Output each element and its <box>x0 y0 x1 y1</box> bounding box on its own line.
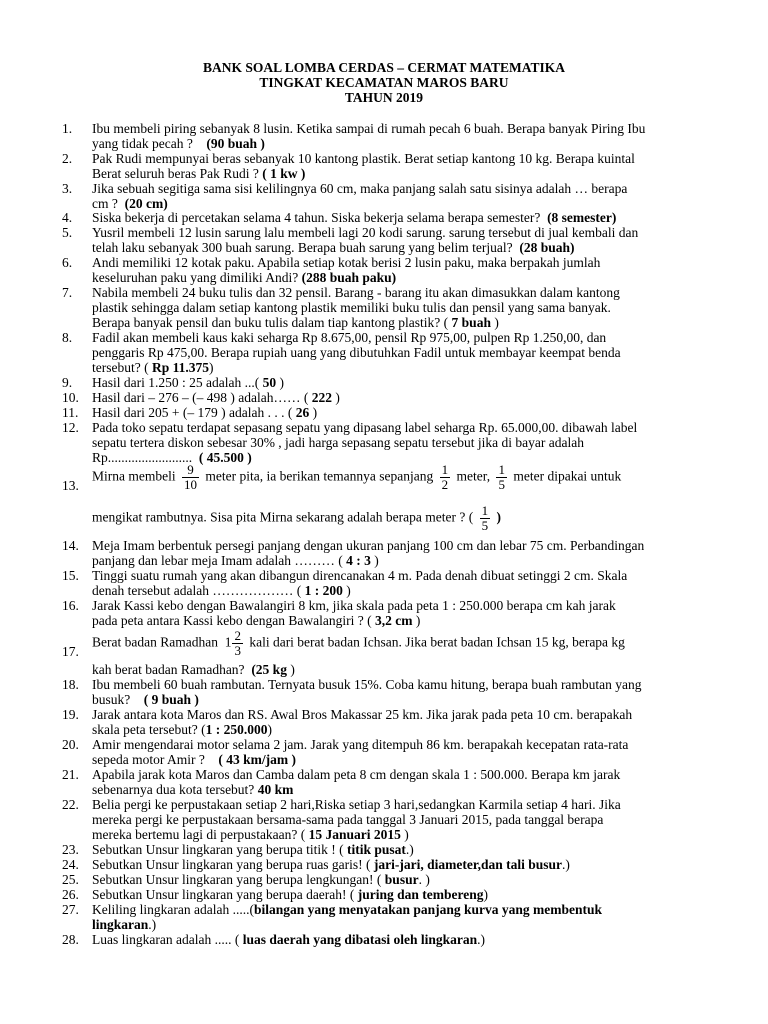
answer: 1 : 250.000 <box>205 722 268 737</box>
answer: 15 Januari 2015 <box>305 827 405 842</box>
question-13-line2: mengikat rambutnya. Sisa pita Mirna sekarang adalah berapa meter ? ( $\frac{1}{5}$ ) <box>92 503 501 533</box>
answer: ( 45.500 ) <box>198 450 252 465</box>
answer: (25 kg <box>251 662 287 677</box>
document-page: BANK SOAL LOMBA CERDAS – CERMAT MATEMATIKA TINGKAT KECAMATAN MAROS BARU TAHUN 2019 1. Ibu membeli piring sebanyak 8 lusin. Ketika sampai di rumah pecah 6 buah. Berapa banyak Piring Ibu yang tidak pecah ? (90 buah ) 2. Pak Rudi mempunyai beras sebanyak 10 kantong plastik. Berat setiap kantong 10 kg. Berapa kuintal Berat seluruh beras Pak Rudi ? ( 1 kw ) 3. Jika sebuah segitiga sama sisi kelilingnya 60 cm, maka panjang salah satu sisinya adalah … berapa cm ? (20 cm) 4. Siska bekerja di percetakan selama 4 tahun. Siska bekerja selama berapa semester? (8 semester) 5. Yusril membeli 12 lusin sarung lalu membeli lagi 20 kodi sarung. sarung tersebut di jual kembali dan telah laku sebanyak 300 buah sarung. Berapa buah sarung yang belim terjual? (28 buah) 6. Andi memiliki 12 kotak paku. Apabila setiap kotak berisi 2 lusin paku, maka berpakah jumlah keseluruhan paku yang dimiliki Andi? (288 buah paku) 7. Nabila membeli 24 buku tulis dan 32 pensil. Barang - barang itu akan dimasukkan dalam kantong plastik sehingga dalam setiap kantong plastik memiliki buku tulis dan pensil yang sama banyak. Berapa banyak pensil dan buku tulis dalam tiap kantong plastik? ( 7 buah ) 8. Fadil akan membeli kaus kaki seharga Rp 8.675,00, pensil Rp 975,00, pulpen Rp 1.250,00, dan penggaris Rp 475,00. Berapa rupiah uang yang dibutuhkan Fadil untuk membayar keempat benda tersebut? ( Rp 11.375) 9. Hasil dari 1.250 : 25 adalah ...( 50 ) 10. Hasil dari – 276 – (– 498 ) adalah…… ( 222 ) 11. Hasil dari 205 + (– 179 ) adalah . . . ( 26 ) 12. Pada toko sepatu terdapat sepasang sepatu yang dipasang label seharga Rp. 65.000,00. dibawah label sepatu tertera diskon sebesar 30% , jadi harga sepasang sepatu tersebut jika di bayar adalah Rp......................... ( 45.500 ) 13. Mirna membeli $\frac{9}{10}$ meter pita, ia berikan temannya sepanjang $\frac{1}{2}$ meter, $\frac{1}{5}$ meter dipakai untuk mengikat rambutnya. Sisa pita Mirna sekarang adalah berapa meter ? ( $\frac{1}{5}$ ) 14. Meja Imam berbentuk persegi panjang dengan ukuran panjang 100 cm dan lebar 75 cm. Perbandingan panjang dan lebar meja Imam adalah ……… ( 4 : 3 ) 15. Tinggi suatu rumah yang akan dibangun direncanakan 4 m. Pada denah dibuat setinggi 2 cm. Skala denah tersebut adalah ……………… ( 1 : 200 ) 16. Jarak Kassi kebo dengan Bawalangiri 8 km, jika skala pada peta 1 : 250.000 berapa cm kah jarak pada peta antara Kassi kebo dengan Bawalangiri ? ( 3,2 cm ) 17. Berat badan Ramadhan 1 $\frac{2}{3}$ kali dari berat badan Ichsan. Jika berat badan Ichsan 15 kg, berapa kg kah berat badan Ramadhan? (25 kg ) 18. Ibu membeli 60 buah rambutan. Ternyata busuk 15%. Coba kamu hitung, berapa buah rambutan yang busuk? ( 9 buah ) 19. Jarak antara kota Maros dan RS. Awal Bros Makassar 25 km. Jika jarak pada peta 10 cm. berapakah skala peta tersebut? (1 : 250.000) 20. Amir mengendarai motor selama 2 jam. Jarak yang ditempuh 86 km. berapakah kecepatan rata-rata sepeda motor Amir ? ( 43 km/jam ) 21. Apabila jarak kota Maros dan Camba dalam peta 8 cm dengan skala 1 : 500.000. Berapa km jarak sebenarnya dua kota tersebut? 40 km 22. Belia pergi ke perpustakaan setiap 2 hari,Riska setiap 3 hari,sedangkan Karmila setiap 4 hari. Jika mereka pergi ke perpustakaan bersama-sama pada tanggal 3 Januari 2015, pada tanggal berapa mereka bertemu lagi di perpustakaan? ( 15 Januari 2015 ) 23. Sebutkan Unsur lingkaran yang berupa titik ! ( titik pusat.) 24. Sebutkan Unsur lingkaran yang berupa ruas garis! ( jari-jari, diameter,dan tali busur.) 25. Sebutkan Unsur lingkaran yang berupa lengkungan! ( busur. ) 26. Sebutkan Unsur lingkaran yang berupa daerah! ( juring dan tembereng) 27. Keliling lingkaran adalah .....(bilangan yang menyatakan panjang kurva yang membentuk lingkaran.) 28. Luas lingkaran adalah ..... ( luas daerah yang dibatasi oleh lingkaran.) <box>0 0 768 1024</box>
header-subtitle: TINGKAT KECAMATAN MAROS BARU <box>259 75 509 90</box>
answer: juring dan tembereng <box>354 887 484 902</box>
answer: 4 : 3 <box>346 553 371 568</box>
question-17-line2: kah berat badan Ramadhan? (25 kg ) <box>92 662 295 677</box>
answer: (288 buah paku) <box>301 270 397 285</box>
fraction-1-5: $\frac{1}{5}$ <box>498 462 505 492</box>
answer: jari-jari, diameter,dan tali busur <box>370 857 563 872</box>
answer: (90 buah ) <box>206 136 265 151</box>
answer: 3,2 cm <box>375 613 413 628</box>
answer: bilangan yang menyatakan panjang kurva yang membentuk <box>253 902 603 917</box>
answer: ( 9 buah ) <box>143 692 199 707</box>
answer-continued: lingkaran <box>92 917 149 932</box>
answer: busur <box>381 872 419 887</box>
answer: 40 km <box>257 782 294 797</box>
answer: (8 semester) <box>547 210 617 225</box>
answer: Rp 11.375 <box>148 360 209 375</box>
question-13: 13. Mirna membeli $\frac{9}{10}$ meter pita, ia berikan temannya sepanjang $\frac{1}{2}$ meter, $\frac{1}{5}$ meter dipakai untuk <box>62 462 622 493</box>
answer-fraction: $\frac{1}{5}$ <box>481 503 489 533</box>
header-title: BANK SOAL LOMBA CERDAS – CERMAT MATEMATIKA <box>202 60 566 75</box>
answer: (20 cm) <box>124 196 168 211</box>
answer: ( 1 kw ) <box>262 166 306 181</box>
answer: 222 <box>308 390 336 405</box>
answer: 50 <box>259 375 280 390</box>
fraction-9-10: $\frac{9}{10}$ <box>183 462 197 492</box>
answer: 26 <box>292 405 313 420</box>
answer: titik pusat <box>343 842 406 857</box>
answer: luas daerah yang dibatasi oleh lingkaran <box>239 932 478 947</box>
document-header <box>0 60 768 105</box>
answer: ( 43 km/jam ) <box>218 752 296 767</box>
header-year: TAHUN 2019 <box>344 90 424 105</box>
mixed-fraction: $\frac{2}{3}$ <box>234 628 241 658</box>
answer: (28 buah) <box>519 240 575 255</box>
answer: 1 : 200 <box>304 583 343 598</box>
fraction-1-2: $\frac{1}{2}$ <box>441 462 449 492</box>
answer: 7 buah <box>451 315 491 330</box>
